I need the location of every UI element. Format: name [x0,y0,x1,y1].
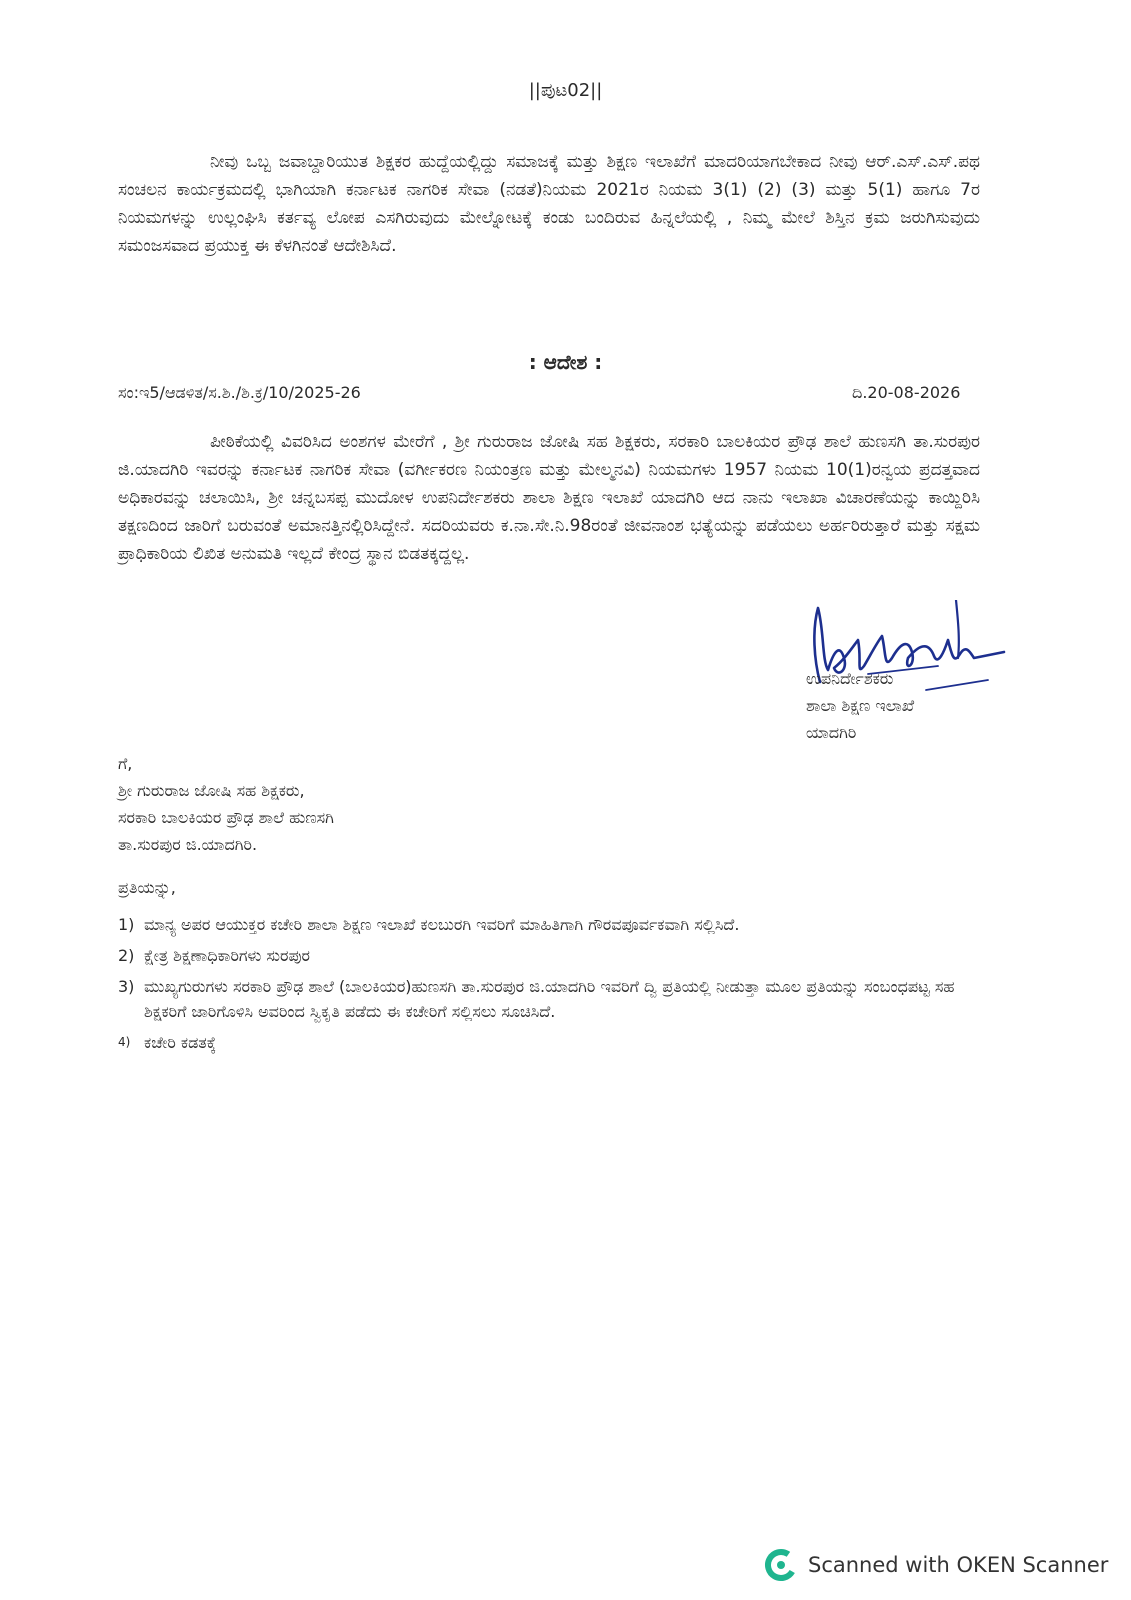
signatory-designation: ಉಪನಿರ್ದೇಶಕರು [806,669,894,688]
recipient-address [118,750,334,858]
list-item [118,912,978,937]
list-item-text: ಮುಖ್ಯಗುರುಗಳು ಸರಕಾರಿ ಪ್ರೌಢ ಶಾಲೆ (ಬಾಲಕಿಯರ)ಹುಣಸಗಿ ತಾ.ಸುರಪುರ ಜಿ.ಯಾದಗಿರಿ ಇವರಿಗೆ ದ್ವಿ ಪ್ರತಿಯಲ್ಲಿ ನೀಡುತ್ತಾ ಮೂಲ ಪ್ರತಿಯನ್ನು ಸಂಬಂಧಪಟ್ಟ ಸಹ ಶಿಕ್ಷಕರಿಗೆ ಜಾರಿಗೊಳಿಸಿ ಅವರಿಂದ ಸ್ವಿಕೃತಿ ಪಡೆದು ಈ ಕಚೇರಿಗೆ ಸಲ್ಲಿಸಲು ಸೂಚಿಸಿದೆ. [144,977,955,1021]
scanner-watermark-text: Scanned with OKEN Scanner [808,1553,1109,1577]
recipient-line-3: ತಾ.ಸುರಪುರ ಜಿ.ಯಾದಗಿರಿ. [118,835,258,854]
list-item [118,974,978,1024]
list-item-text: ಕಚೇರಿ ಕಡತಕ್ಕೆ [144,1033,217,1052]
order-paragraph: ಪೀಠಿಕೆಯಲ್ಲಿ ವಿವರಿಸಿದ ಅಂಶಗಳ ಮೇರೆಗೆ , ಶ್ರೀ ಗುರುರಾಜ ಜೋಷಿ ಸಹ ಶಿಕ್ಷಕರು, ಸರಕಾರಿ ಬಾಲಕಿಯರ ಪ್ರೌಢ ಶಾಲೆ ಹುಣಸಗಿ ತಾ.ಸುರಪುರ ಜಿ.ಯಾದಗಿರಿ ಇವರನ್ನು ಕರ್ನಾಟಕ ನಾಗರಿಕ ಸೇವಾ (ವರ್ಗೀಕರಣ ನಿಯಂತ್ರಣ ಮತ್ತು ಮೇಲ್ಮನವಿ) ನಿಯಮಗಳು 1957 ನಿಯಮ 10(1)ರನ್ವಯ ಪ್ರದತ್ತವಾದ ಅಧಿಕಾರವನ್ನು ಚಲಾಯಿಸಿ, ಶ್ರೀ ಚನ್ನಬಸಪ್ಪ ಮುದೋಳ ಉಪನಿರ್ದೇಶಕರು ಶಾಲಾ ಶಿಕ್ಷಣ ಇಲಾಖೆ ಯಾದಗಿರಿ ಆದ ನಾನು ಇಲಾಖಾ ವಿಚಾರಣೆಯನ್ನು ಕಾಯ್ದಿರಿಸಿ ತಕ್ಷಣದಿಂದ ಜಾರಿಗೆ ಬರುವಂತೆ ಅಮಾನತ್ತಿನಲ್ಲಿರಿಸಿದ್ದೇನೆ. ಸದರಿಯವರು ಕ.ನಾ.ಸೇ.ನಿ.98ರಂತೆ ಜೀವನಾಂಶ ಭತ್ಯೆಯನ್ನು ಪಡೆಯಲು ಅರ್ಹರಿರುತ್ತಾರೆ ಮತ್ತು ಸಕ್ಷಮ ಪ್ರಾಧಿಕಾರಿಯ ಲಿಖಿತ ಅನುಮತಿ ಇಲ್ಲದೆ ಕೇಂದ್ರ ಸ್ಥಾನ ಬಿಡತಕ್ಕದ್ದಲ್ಲ. [118,432,980,564]
copy-to-title: ಪ್ರತಿಯನ್ನು, [118,878,176,897]
order-title: : ಆದೇಶ : [528,350,603,374]
list-item-text: ಮಾನ್ಯ ಅಪರ ಆಯುಕ್ತರ ಕಚೇರಿ ಶಾಲಾ ಶಿಕ್ಷಣ ಇಲಾಖೆ ಕಲಬುರಗಿ ಇವರಿಗೆ ಮಾಹಿತಿಗಾಗಿ ಗೌರವಪೂರ್ವಕವಾಗಿ ಸಲ್ಲಿಸಿದೆ. [144,915,740,934]
copy-to-list [118,912,978,1061]
recipient-label: ಗೆ, [118,754,133,773]
page-number: ||ಪುಟ02|| [528,80,603,101]
reference-number: ಸಂ:ಇ5/ಆಡಳಿತ/ಸ.ಶಿ./ಶಿ.ಕ್ರ/10/2025-26 [118,383,361,402]
recipient-line-2: ಸರಕಾರಿ ಬಾಲಕಿಯರ ಪ್ರೌಢ ಶಾಲೆ ಹುಣಸಗಿ [118,808,334,827]
signatory-department: ಶಾಲಾ ಶಿಕ್ಷಣ ಇಲಾಖೆ [806,696,915,715]
recipient-line-1: ಶ್ರೀ ಗುರುರಾಜ ಜೋಷಿ ಸಹ ಶಿಕ್ಷಕರು, [118,781,305,800]
signatory-place: ಯಾದಗಿರಿ [806,723,857,742]
signatory-block [806,665,914,746]
order-date: ದಿ.20-08-2026 [852,383,961,402]
scanner-logo-icon [764,1548,798,1582]
list-item [118,1030,978,1055]
list-item-number: 1) [118,915,135,934]
scanner-watermark [764,1548,1108,1582]
list-item-number: 2) [118,946,135,965]
list-item-number: 4) [118,1035,131,1049]
list-item-text: ಕ್ಷೇತ್ರ ಶಿಕ್ಷಣಾಧಿಕಾರಿಗಳು ಸುರಪುರ [144,946,310,965]
preamble-paragraph: ನೀವು ಒಬ್ಬ ಜವಾಬ್ದಾರಿಯುತ ಶಿಕ್ಷಕರ ಹುದ್ದೆಯಲ್ಲಿದ್ದು ಸಮಾಜಕ್ಕೆ ಮತ್ತು ಶಿಕ್ಷಣ ಇಲಾಖೆಗೆ ಮಾದರಿಯಾಗಬೇಕಾದ ನೀವು ಆರ್.ಎಸ್.ಎಸ್.ಪಥ ಸಂಚಲನ ಕಾರ್ಯಕ್ರಮದಲ್ಲಿ ಭಾಗಿಯಾಗಿ ಕರ್ನಾಟಕ ನಾಗರಿಕ ಸೇವಾ (ನಡತೆ)ನಿಯಮ 2021ರ ನಿಯಮ 3(1) (2) (3) ಮತ್ತು 5(1) ಹಾಗೂ 7ರ ನಿಯಮಗಳನ್ನು ಉಲ್ಲಂಘಿಸಿ ಕರ್ತವ್ಯ ಲೋಪ ಎಸಗಿರುವುದು ಮೇಲ್ನೋಟಕ್ಕೆ ಕಂಡು ಬಂದಿರುವ ಹಿನ್ನಲೆಯಲ್ಲಿ , ನಿಮ್ಮ ಮೇಲೆ ಶಿಸ್ತಿನ ಕ್ರಮ ಜರುಗಿಸುವುದು ಸಮಂಜಸವಾದ ಪ್ರಯುಕ್ತ ಈ ಕೆಳಗಿನಂತೆ ಆದೇಶಿಸಿದೆ. [118,152,980,256]
list-item-number: 3) [118,977,135,996]
list-item [118,943,978,968]
